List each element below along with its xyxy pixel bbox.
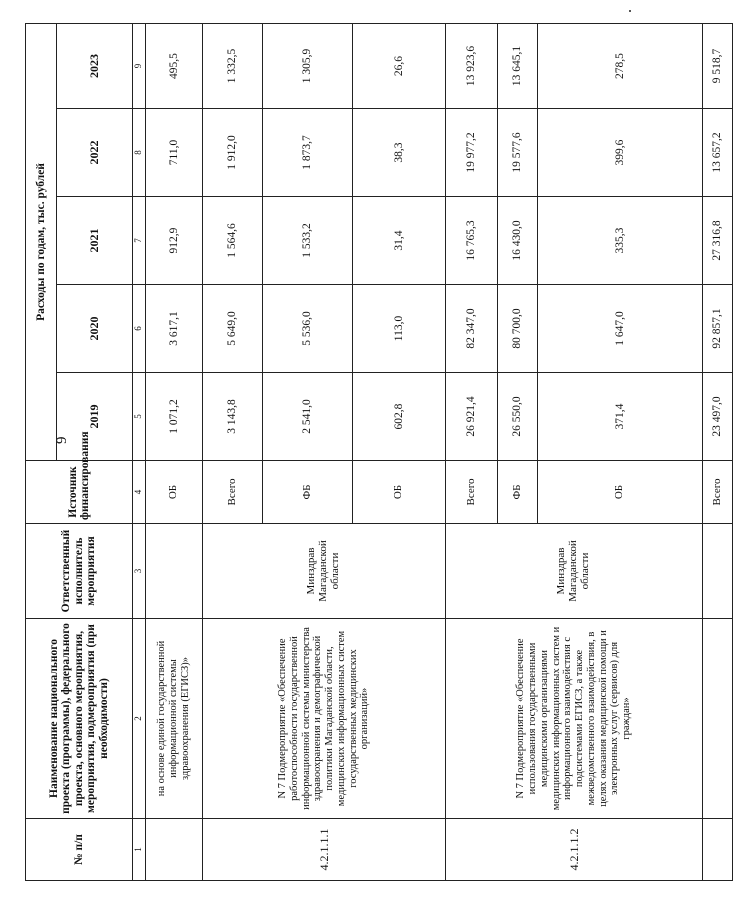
row-name: N 7 Подмероприятие «Обеспечение работоспособности государственной информационной системы министерства здравоохранения и демографической политики Магаданской области, медицинских информационных систем государственных медицинских организаций»	[203, 619, 446, 819]
row-value: 27 316,8	[703, 197, 733, 285]
col-number: 3	[133, 524, 146, 619]
table-row	[703, 23, 733, 880]
row-value: 113,0	[353, 285, 446, 373]
row-value: 711,0	[146, 109, 203, 197]
row-executor: Минздрав Магаданской области	[446, 524, 703, 619]
row-source: ФБ	[498, 461, 538, 524]
col-number: 6	[133, 285, 146, 373]
row-value: 5 536,0	[263, 285, 353, 373]
row-value: 1 071,2	[146, 373, 203, 461]
header-year: 2021	[57, 197, 133, 285]
row-value: 82 347,0	[446, 285, 498, 373]
row-value: 2 541,0	[263, 373, 353, 461]
row-value: 31,4	[353, 197, 446, 285]
header-no: № п/п	[26, 819, 133, 881]
row-value: 92 857,1	[703, 285, 733, 373]
row-value: 371,4	[538, 373, 703, 461]
row-value: 278,5	[538, 23, 703, 108]
row-value: 26,6	[353, 23, 446, 108]
row-value: 23 497,0	[703, 373, 733, 461]
row-value: 1 912,0	[203, 109, 263, 197]
row-number: 4.2.1.1.1	[203, 819, 446, 881]
row-value: 912,9	[146, 197, 203, 285]
row-name: на основе единой государственной информационной системы здравоохранения (ЕГИСЗ)»	[146, 619, 203, 819]
row-value: 80 700,0	[498, 285, 538, 373]
table-row	[146, 23, 203, 880]
row-value: 16 765,3	[446, 197, 498, 285]
col-number: 8	[133, 109, 146, 197]
header-year: 2020	[57, 285, 133, 373]
row-name	[703, 619, 733, 819]
row-value: 9 518,7	[703, 23, 733, 108]
row-executor: Минздрав Магаданской области	[203, 524, 446, 619]
header-expenses: Расходы по годам, тыс. рублей	[26, 23, 57, 460]
row-value: 19 577,6	[498, 109, 538, 197]
header-executor: Ответственный исполнитель мероприятия	[26, 524, 133, 619]
scan-speck	[629, 10, 631, 12]
row-value: 399,6	[538, 109, 703, 197]
row-number	[146, 819, 203, 881]
row-value: 13 657,2	[703, 109, 733, 197]
row-executor	[146, 524, 203, 619]
row-value: 1 305,9	[263, 23, 353, 108]
header-name: Наименование национального проекта (программы), федерального проекта, основного мероприятия, мероприятия, подмероприятия (при необходимости)	[26, 619, 133, 819]
row-source: Всего	[446, 461, 498, 524]
row-value: 335,3	[538, 197, 703, 285]
table-row	[446, 23, 498, 880]
row-value: 495,5	[146, 23, 203, 108]
table-row	[203, 23, 263, 880]
row-number: 4.2.1.1.2	[446, 819, 703, 881]
row-value: 16 430,0	[498, 197, 538, 285]
row-value: 602,8	[353, 373, 446, 461]
header-year: 2023	[57, 23, 133, 108]
row-value: 26 550,0	[498, 373, 538, 461]
header-year: 2019	[57, 373, 133, 461]
col-number: 9	[133, 23, 146, 108]
row-value: 5 649,0	[203, 285, 263, 373]
header-source: Источник финансирования	[26, 461, 133, 524]
row-value: 26 921,4	[446, 373, 498, 461]
header-year: 2022	[57, 109, 133, 197]
row-value: 38,3	[353, 109, 446, 197]
row-name: N 7 Подмероприятие «Обеспечение использования государственными медицинскими организациями медицинских информационных систем и информационного взаимодействия с подсистемами ЕГИСЗ, а также межведомственного взаимодействия, в целях оказания медицинской помощи и электронных услуг (сервисов) для граждан»	[446, 619, 703, 819]
row-value: 1 332,5	[203, 23, 263, 108]
col-number: 7	[133, 197, 146, 285]
row-source: ОБ	[146, 461, 203, 524]
expenses-table	[25, 23, 733, 881]
col-number: 2	[133, 619, 146, 819]
row-source: Всего	[703, 461, 733, 524]
row-value: 1 647,0	[538, 285, 703, 373]
row-value: 13 645,1	[498, 23, 538, 108]
col-number: 4	[133, 461, 146, 524]
page-number: 9	[54, 436, 70, 444]
row-source: ОБ	[538, 461, 703, 524]
row-value: 1 564,6	[203, 197, 263, 285]
col-number: 5	[133, 373, 146, 461]
row-source: ФБ	[263, 461, 353, 524]
row-source: Всего	[203, 461, 263, 524]
row-value: 19 977,2	[446, 109, 498, 197]
col-number: 1	[133, 819, 146, 881]
row-executor	[703, 524, 733, 619]
row-source: ОБ	[353, 461, 446, 524]
row-value: 1 873,7	[263, 109, 353, 197]
row-value: 3 617,1	[146, 285, 203, 373]
row-value: 13 923,6	[446, 23, 498, 108]
row-value: 1 533,2	[263, 197, 353, 285]
row-number	[703, 819, 733, 881]
row-value: 3 143,8	[203, 373, 263, 461]
rotated-table-container	[25, 24, 724, 881]
